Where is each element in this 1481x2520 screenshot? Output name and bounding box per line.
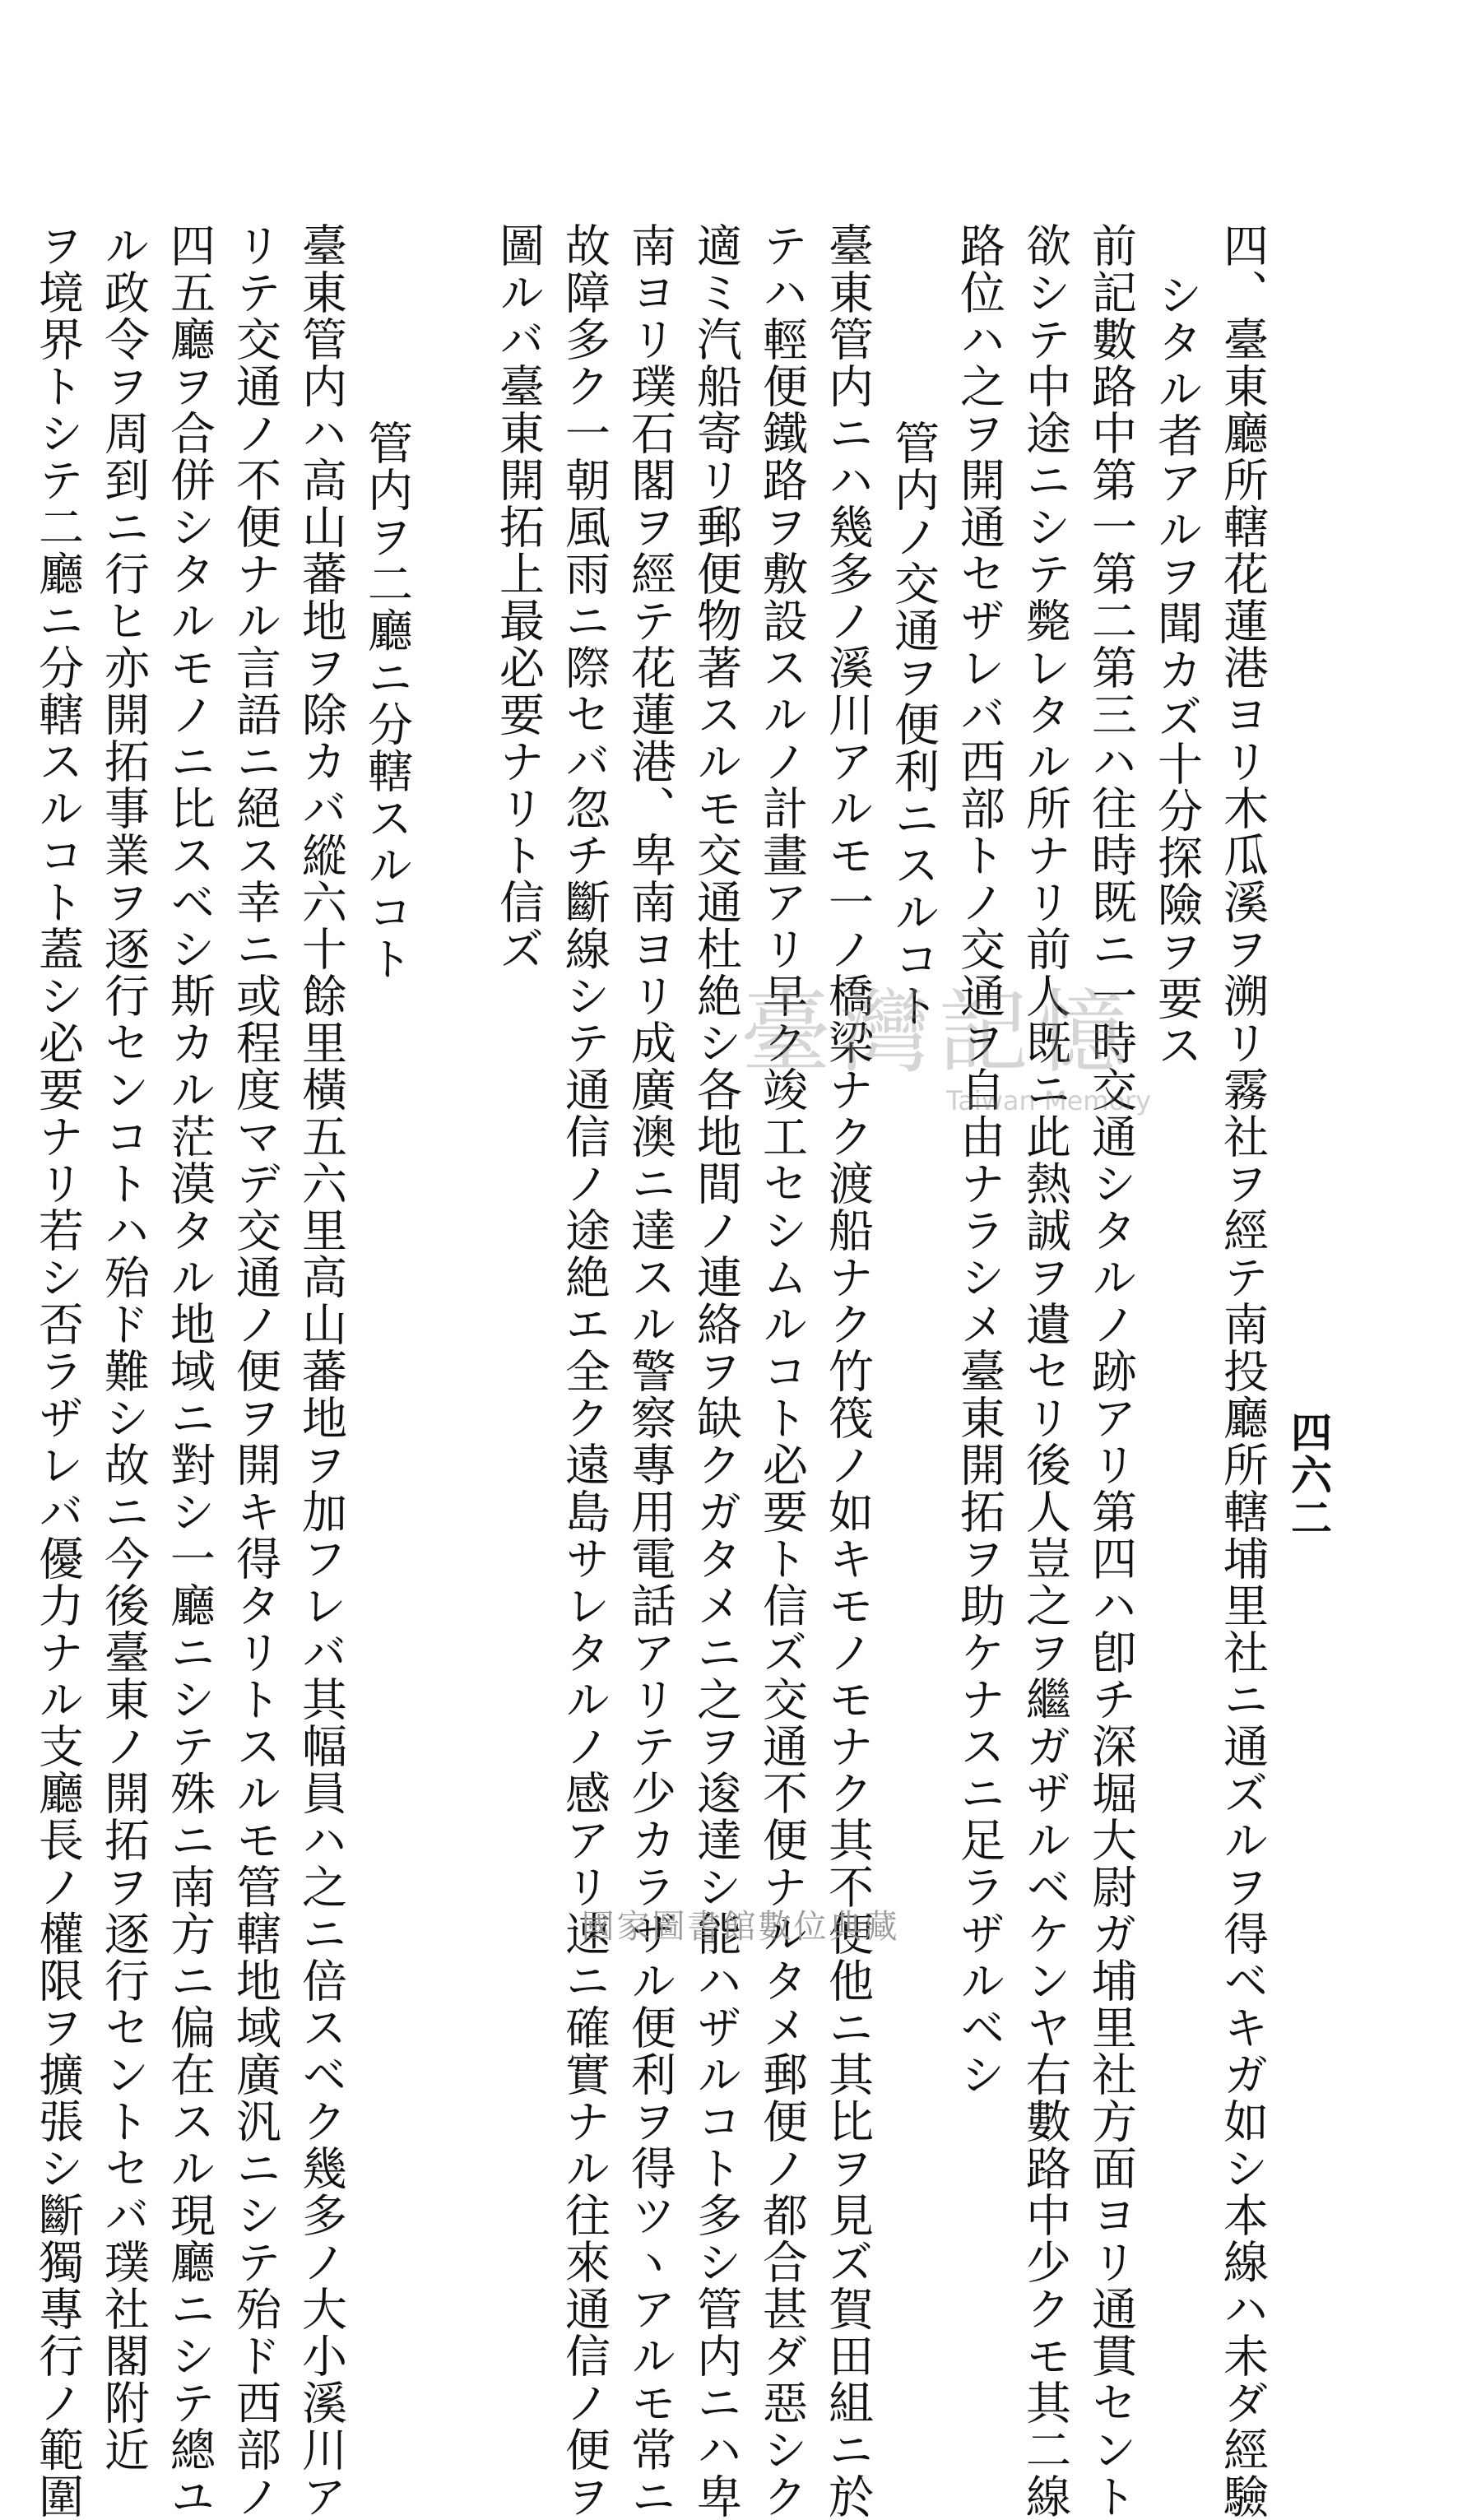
text-column: 管内ヲ二廳ニ分轄スルコト bbox=[360, 420, 413, 982]
text-column: 故障多ク一朝風雨ニ際セバ忽チ斷線シテ通信ノ途絶エ全ク遠島サレタルノ感アリ速ニ確實ナル往來通信ノ便ヲ bbox=[558, 222, 611, 2520]
text-column: 南ヨリ璞石閣ヲ經テ花蓮港、卑南ヨリ成廣澳ニ達スル警察專用電話アリテ少カラザル便利ヲ得ツヽアルモ常ニ bbox=[624, 222, 676, 2520]
watermark-title: 臺灣記憶 bbox=[740, 980, 1135, 1085]
text-column: 四、臺東廳所轄花蓮港ヨリ木瓜溪ヲ溯リ霧社ヲ經テ南投廳所轄埔里社ニ通ズルヲ得ベキガ如シ本線ハ未ダ經驗 bbox=[1216, 222, 1269, 2520]
text-column: ヲ境界トシテ二廳ニ分轄スルコト蓋シ必要ナリ若シ否ラザレバ優力ナル支廳長ノ權限ヲ擴張シ斷獨專行ノ範圍 bbox=[31, 222, 84, 2520]
text-column: 前記數路中第一第二第三ハ往時既ニ一時交通シタルノ跡アリ第四ハ卽チ深堀大尉ガ埔里社方面ヨリ通貫セント bbox=[1084, 222, 1137, 2520]
text-column: 圖ルバ臺東開拓上最必要ナリト信ズ bbox=[492, 222, 545, 972]
text-column: 路位ハ之ヲ開通セザレバ西部トノ交通ヲ自由ナラシメ臺東開拓ヲ助ケナスニ足ラザルベシ bbox=[953, 222, 1005, 2098]
footer-archive-credit: 國家圖書館數位典藏 bbox=[581, 1908, 900, 1946]
text-column bbox=[420, 222, 485, 1859]
text-column: ル政令ヲ周到ニ行ヒ亦開拓事業ヲ逐行センコトハ殆ド難シ故ニ今後臺東ノ開拓ヲ逐行セントセバ璞社閣附近 bbox=[97, 222, 150, 2473]
text-column: シタル者アルヲ聞カズ十分探險ヲ要ス bbox=[1150, 271, 1203, 1069]
text-column: 適ミ汽船寄リ郵便物著スルモ交通杜絶シ各地間ノ連絡ヲ缺クガタメニ之ヲ逡達シ能ハザルコト多シ管内ニハ卑 bbox=[689, 222, 742, 2520]
text-column: テハ輕便鐵路ヲ敷設スルノ計畫アリ早ク竣工セシムルコト必要ト信ズ交通不便ナルタメ郵便ノ都合甚ダ惡シク bbox=[755, 222, 808, 2520]
text-column: 臺東管内ニハ幾多ノ溪川アルモ一ノ橋梁ナク渡船ナク竹筏ノ如キモノモナク其不便他ニ其比ヲ見ズ賀田組ニ於 bbox=[821, 222, 874, 2520]
watermark-subtitle: Taiwan Memory bbox=[946, 1085, 1152, 1116]
text-column: リテ交通ノ不便ナル言語ニ絕ス幸ニ或程度マデ交通ノ便ヲ開キ得タリトスルモ管轄地域廣汎ニシテ殆ド西部ノ bbox=[229, 222, 281, 2520]
text-column: 四五廳ヲ合併シタルモノニ比スベシ斯カル茫漠タル地域ニ對シ一廳ニシテ殊ニ南方ニ偏在スル現廳ニシテ總ユ bbox=[163, 222, 216, 2520]
text-column: 管内ノ交通ヲ便利ニスルコト bbox=[887, 420, 940, 1029]
page-number: 四六二 bbox=[1284, 1411, 1333, 1539]
text-column: 欲シテ中途ニシテ斃レタル所ナリ前人既ニ此熱誠ヲ遺セリ後人豈之ヲ繼ガザルベケンヤ右數路中少クモ其二線 bbox=[1019, 222, 1071, 2520]
text-column: 臺東管内ハ高山蕃地ヲ除カバ縱六十餘里橫五六里高山蕃地ヲ加フレバ其幅員ハ之ニ倍スベク幾多ノ大小溪川ア bbox=[295, 222, 347, 2520]
